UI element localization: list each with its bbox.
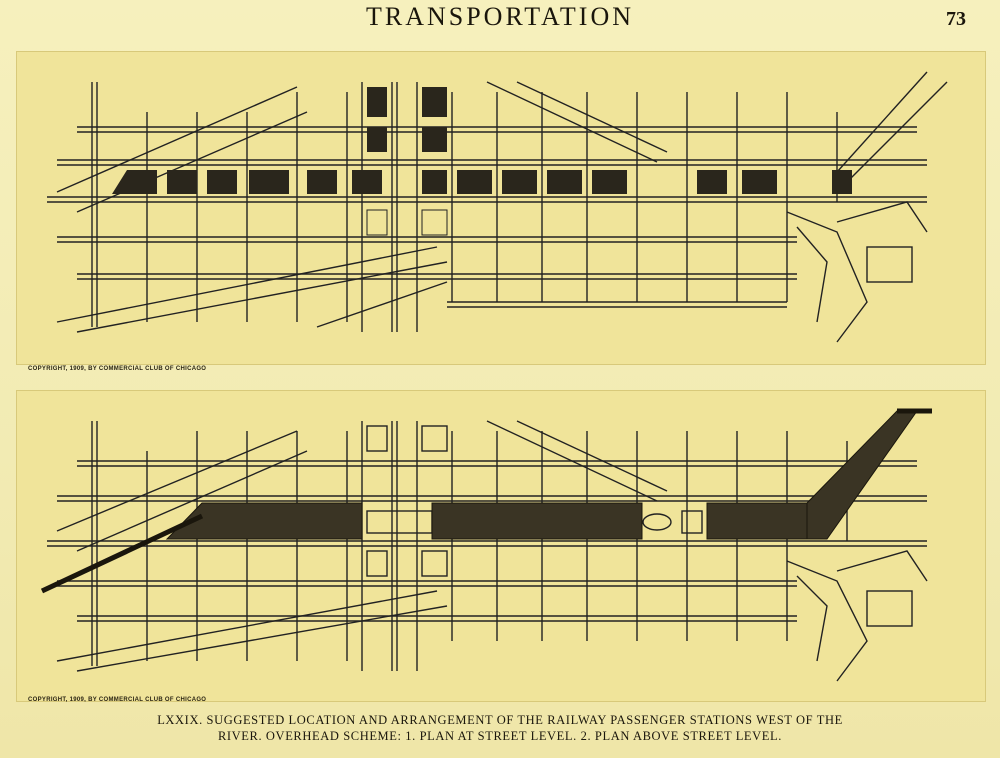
running-head: TRANSPORTATION [365,2,635,31]
plate-caption [60,712,940,744]
page-number: 73 [946,8,966,30]
caption-line-2: RIVER. OVERHEAD SCHEME: 1. PLAN AT STREET LEVEL. 2. PLAN ABOVE STREET LEVEL. [217,729,782,743]
copyright-notice: COPYRIGHT, 1909, BY COMMERCIAL CLUB OF CHICAGO [28,366,207,372]
above-street-level-map-drawing [17,391,985,701]
copyright-notice: COPYRIGHT, 1909, BY COMMERCIAL CLUB OF CHICAGO [28,697,207,703]
plan-above-street-level-map [16,390,986,702]
plan-street-level-map [16,51,986,365]
street-level-map-drawing [17,52,985,364]
caption-line-1: LXXIX. SUGGESTED LOCATION AND ARRANGEMENT OF THE RAILWAY PASSENGER STATIONS WEST OF THE [157,713,843,727]
